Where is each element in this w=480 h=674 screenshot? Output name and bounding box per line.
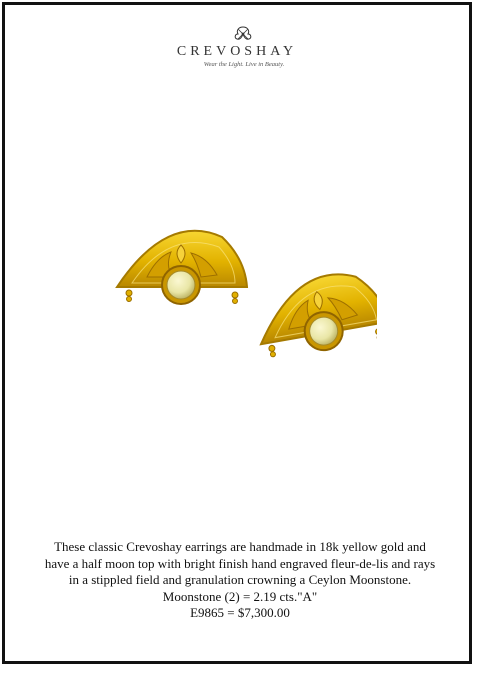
ornamental-monogram-icon bbox=[232, 25, 254, 43]
price-line: E9865 = $7,300.00 bbox=[190, 605, 290, 620]
gold-earrings-image bbox=[107, 217, 377, 367]
right-earring bbox=[251, 266, 377, 361]
brand-tagline: Wear the Light. Live in Beauty. bbox=[203, 61, 285, 68]
description-line-3: in a stippled field and granulation crowning a Ceylon Moonstone. bbox=[68, 572, 412, 587]
document-frame bbox=[2, 2, 472, 664]
stone-spec: Moonstone (2) = 2.19 cts."A" bbox=[162, 588, 318, 604]
product-description bbox=[15, 539, 465, 622]
description-line-2: have a half moon top with bright finish hand engraved fleur-de-lis and rays bbox=[44, 555, 436, 571]
left-earring bbox=[117, 231, 247, 304]
brand-name: CREVOSHAY bbox=[176, 44, 298, 59]
description-line-1: These classic Crevoshay earrings are handmade in 18k yellow gold and bbox=[54, 539, 426, 554]
